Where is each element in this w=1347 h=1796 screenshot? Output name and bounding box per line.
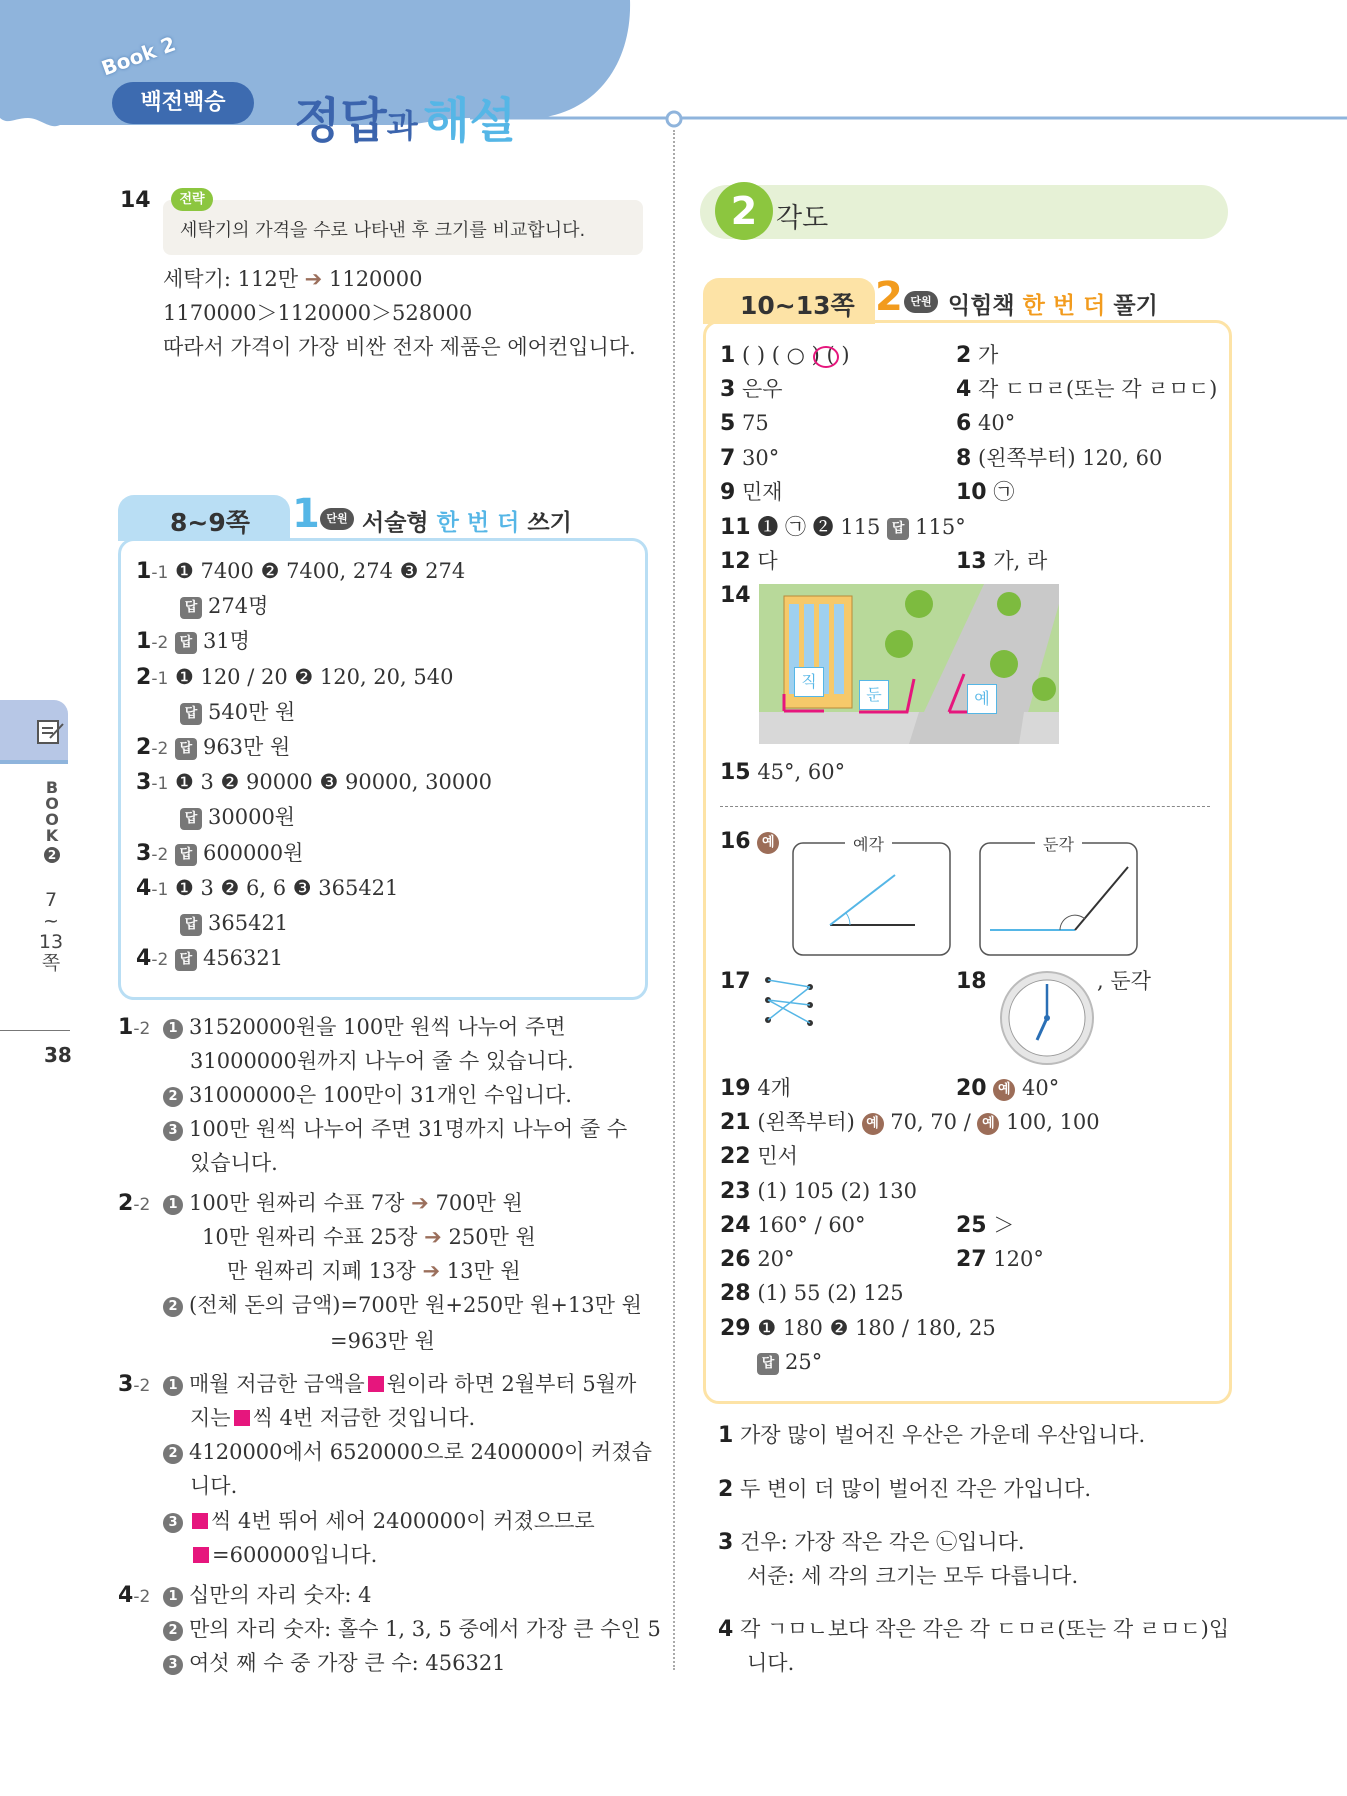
ex-1-2: 1-2 [118,1015,151,1040]
ex-2-2-l2: 10만 원짜리 수표 25장 ➔ 250만 원 [202,1225,536,1249]
side-tab-line [0,760,68,764]
dot-matching [760,975,820,1027]
answer-row: 2-2 답 963만 원 [136,735,291,760]
box-unit-num-2: 2 [875,274,903,320]
answer-row: 3-1 ❶ 3 ❷ 90000 ❸ 90000, 30000 [136,770,492,796]
book-tag: Book 2 [98,31,179,81]
answer-row: 답 30000원 [180,802,295,832]
title-part-c: 해설 [423,93,516,149]
ans-25: 25 ＞ [956,1213,1015,1238]
label-right-angle: 직 [794,667,824,697]
ans-29: 29 ❶ 180 ❷ 180 / 180, 25 [720,1316,996,1341]
answer-row: 답 540만 원 [180,697,295,727]
answer-row: 1-1 ❶ 7400 ❷ 7400, 274 ❸ 274 [136,559,466,584]
page-range: 7 ~ 13 쪽 [38,889,64,974]
ans-8: 8 (왼쪽부터) 120, 60 [956,446,1163,471]
ans-14: 14 [720,583,751,608]
unit-title: 각도 [776,203,829,234]
title-part-b: 과 [386,107,418,145]
ex-1-2-l3: 2 31000000은 100만이 31개인 수입니다. [163,1080,572,1110]
book-num: 2 [44,847,60,863]
street-illustration [759,584,1059,744]
clock-icon [999,970,1095,1066]
q14-line2: 1170000＞1120000＞528000 [163,301,473,325]
ans-19: 19 4개 [720,1076,791,1101]
ans-11: 11 ❶ ㉠ ❷ 115 답 115° [720,515,966,540]
ex-3-2-l1: 1 매월 저금한 금액을 원이라 하면 2월부터 5월까 [163,1369,636,1399]
ans-9: 9 민재 [720,480,783,505]
column-divider [673,130,675,1670]
ex-4-2-l1: 1 십만의 자리 숫자: 4 [163,1580,371,1610]
ans-22: 22 민서 [720,1144,798,1169]
ans-24: 24 160° / 60° [720,1213,866,1238]
notebook-icon [36,718,66,746]
strategy-badge: 전략 [171,188,213,211]
dotted-separator [720,806,1210,807]
answer-row: 3-2 답 600000원 [136,840,304,866]
ex-2-2-l1: 1 100만 원짜리 수표 7장 ➔ 700만 원 [163,1188,523,1218]
unit-badge: 단원 [320,508,354,530]
ans-21: 21 (왼쪽부터) 예 70, 70 / 예 100, 100 [720,1110,1100,1135]
ex-2-2-l5: =963만 원 [330,1329,435,1353]
box-unit-num-1: 1 [292,491,320,537]
expl-3a: 3 건우: 가장 작은 각은 ㉡입니다. [718,1530,1025,1555]
side-rule [0,1030,70,1031]
ex-2-2-l4: 2 (전체 돈의 금액)=700만 원+250만 원+13만 원 [163,1290,642,1320]
label-acute: 예 [967,684,997,714]
ans-10: 10 ㉠ [956,480,1015,505]
answer-row: 답 365421 [180,908,288,938]
ex-3-2-l3: 2 4120000에서 6520000으로 2400000이 커졌습 [163,1437,652,1467]
q14-number: 14 [120,188,151,213]
expl-4b: 니다. [747,1651,795,1675]
unit-number-circle: 2 [715,182,773,240]
q14-line3: 따라서 가격이 가장 비싼 전자 제품은 에어컨입니다. [163,335,636,359]
answer-row: 2-1 ❶ 120 / 20 ❷ 120, 20, 540 [136,664,454,690]
ans-27: 27 120° [956,1247,1044,1272]
acute-label: 예각 [845,832,892,855]
ex-3-2-l6: =600000입니다. [190,1540,377,1570]
expl-1: 1 가장 많이 벌어진 우산은 가운데 우산입니다. [718,1423,1146,1448]
ans-7: 7 30° [720,446,780,471]
ex-1-2-l2: 31000000원까지 나누어 줄 수 있습니다. [190,1049,574,1073]
ex-4-2-l2: 2 만의 자리 숫자: 홀수 1, 3, 5 중에서 가장 큰 수인 5 [163,1614,661,1644]
ex-4-2: 4-2 [118,1583,151,1608]
series-badge [112,82,254,124]
box-pages-10-13: 10~13쪽 [740,291,855,320]
label-obtuse: 둔 [859,680,889,710]
expl-3b: 서준: 세 각의 크기는 모두 다릅니다. [747,1564,1079,1588]
answer-row: 답 274명 [180,591,268,621]
box-pages-8-9: 8~9쪽 [170,508,250,537]
expl-4a: 4 각 ㄱㅁㄴ보다 작은 각은 각 ㄷㅁㄹ(또는 각 ㄹㅁㄷ)입 [718,1617,1230,1642]
ex-3-2: 3-2 [118,1372,151,1397]
arrow-icon: ➔ [304,267,323,291]
ans-1: 1 ( ) ( ○ ) ( ) [720,343,850,368]
ans-29-dap: 답 25° [757,1347,822,1377]
ans-6: 6 40° [956,411,1016,436]
ex-3-2-l4: 니다. [190,1474,238,1498]
ex-2-2-l3: 만 원짜리 지폐 13장 ➔ 13만 원 [227,1259,521,1283]
book-label: BOOK 2 [45,778,59,862]
obtuse-label: 둔각 [1035,832,1082,855]
ans-2: 2 가 [956,343,999,368]
answer-row: 4-2 답 456321 [136,946,284,972]
ex-3-2-l5: 3 씩 4번 뛰어 세어 2400000이 커졌으므로 [163,1506,595,1536]
series-label: 백전백승 [140,90,226,115]
page-title [294,82,516,151]
ex-1-2-l5: 있습니다. [190,1151,278,1175]
box-title-10-13: 익힘책 한 번 더 풀기 [948,293,1158,319]
strategy-text: 세탁기의 가격을 수로 나타낸 후 크기를 비교합니다. [180,220,586,241]
box-title-8-9: 서술형 한 번 더 쓰기 [362,510,572,536]
ans-16: 16 예 [720,826,779,857]
unit-badge-2: 단원 [904,291,938,313]
ex-1-2-l4: 3 100만 원씩 나누어 주면 31명까지 나누어 줄 수 [163,1114,627,1144]
ans-15: 15 45°, 60° [720,760,846,785]
title-part-a: 정답 [294,93,387,149]
ans-20: 20 예 40° [956,1076,1060,1101]
ans-23: 23 (1) 105 (2) 130 [720,1179,917,1204]
ans-4: 4 각 ㄷㅁㄹ(또는 각 ㄹㅁㄷ) [956,377,1218,402]
ans-26: 26 20° [720,1247,795,1272]
ans-18: 18 [956,969,987,994]
ans-12: 12 다 [720,549,778,574]
ex-3-2-l2: 지는 씩 4번 저금한 것입니다. [190,1406,476,1430]
page-number: 38 [44,1043,72,1067]
q14-line1: 세탁기: 112만 ➔ 1120000 [163,267,423,291]
ans-5: 5 75 [720,411,769,436]
circle-mark-icon [813,346,839,368]
answer-row: 4-1 ❶ 3 ❷ 6, 6 ❸ 365421 [136,875,399,901]
ans-13: 13 가, 라 [956,549,1048,574]
ex-4-2-l3: 3 여섯 째 수 중 가장 큰 수: 456321 [163,1648,506,1678]
ans-28: 28 (1) 55 (2) 125 [720,1281,904,1306]
ex-2-2: 2-2 [118,1191,151,1216]
answer-row: 1-2 답 31명 [136,629,250,655]
ans-3: 3 은우 [720,377,783,402]
expl-2: 2 두 변이 더 많이 벌어진 각은 가입니다. [718,1477,1092,1502]
ex-1-2-l1: 1 31520000원을 100만 원씩 나누어 주면 [163,1012,566,1042]
ans-17: 17 [720,969,751,994]
ans-18-text: , 둔각 [1097,969,1151,993]
